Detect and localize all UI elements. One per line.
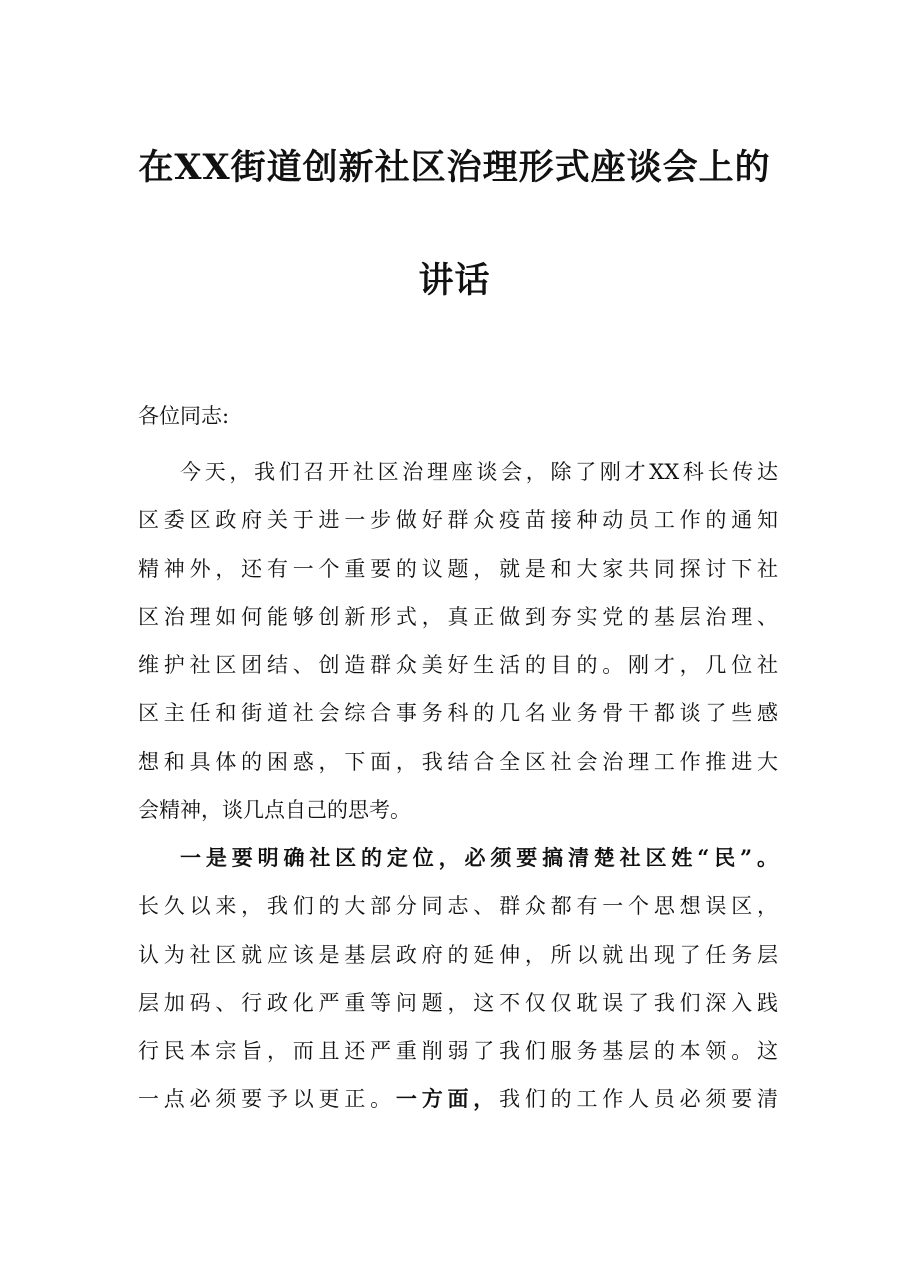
paragraph-line: 区主任和街道社会综合事务科的几名业务骨干都谈了些感 xyxy=(138,701,778,726)
paragraph-line: 精神外，还有一个重要的议题，就是和大家共同探讨下社 xyxy=(138,556,778,581)
paragraph-line-mixed xyxy=(138,1075,778,1123)
paragraph-2 xyxy=(138,834,778,1124)
paragraph-line: 层加码、行政化严重等问题，这不仅仅耽误了我们深入践 xyxy=(138,990,778,1015)
section-heading: 一是要明确社区的定位，必须要搞清楚社区姓“民”。 xyxy=(180,845,778,870)
text-run-bold: 一方面， xyxy=(395,1086,500,1112)
paragraph-line: 区委区政府关于进一步做好群众疫苗接种动员工作的通知 xyxy=(138,508,778,533)
paragraph-line: 今天，我们召开社区治理座谈会，除了刚才XX科长传达 xyxy=(180,460,778,484)
paragraph-line: 维护社区团结、创造群众美好生活的目的。刚才，几位社 xyxy=(138,653,778,678)
paragraph-1 xyxy=(138,448,778,834)
paragraph-line: 区治理如何能够创新形式，真正做到夯实党的基层治理、 xyxy=(138,604,778,629)
paragraph-line: 行民本宗旨，而且还严重削弱了我们服务基层的本领。这 xyxy=(138,1039,778,1064)
paragraph-line: 长久以来，我们的大部分同志、群众都有一个思想误区， xyxy=(138,894,778,919)
title-line-2: 讲话 xyxy=(418,260,491,301)
title-line-1: 在XX街道创新社区治理形式座谈会上的 xyxy=(138,147,771,188)
paragraph-line: 会精神，谈几点自己的思考。 xyxy=(138,798,411,823)
text-run: 一点必须要予以更正。 xyxy=(138,1087,396,1112)
paragraph-line: 认为社区就应该是基层政府的延伸，所以就出现了任务层 xyxy=(138,942,778,967)
paragraph-line: 想和具体的困惑，下面，我结合全区社会治理工作推进大 xyxy=(138,749,778,774)
text-run: 我们的工作人员必须要清 xyxy=(499,1087,778,1112)
greeting: 各位同志: xyxy=(138,404,230,428)
